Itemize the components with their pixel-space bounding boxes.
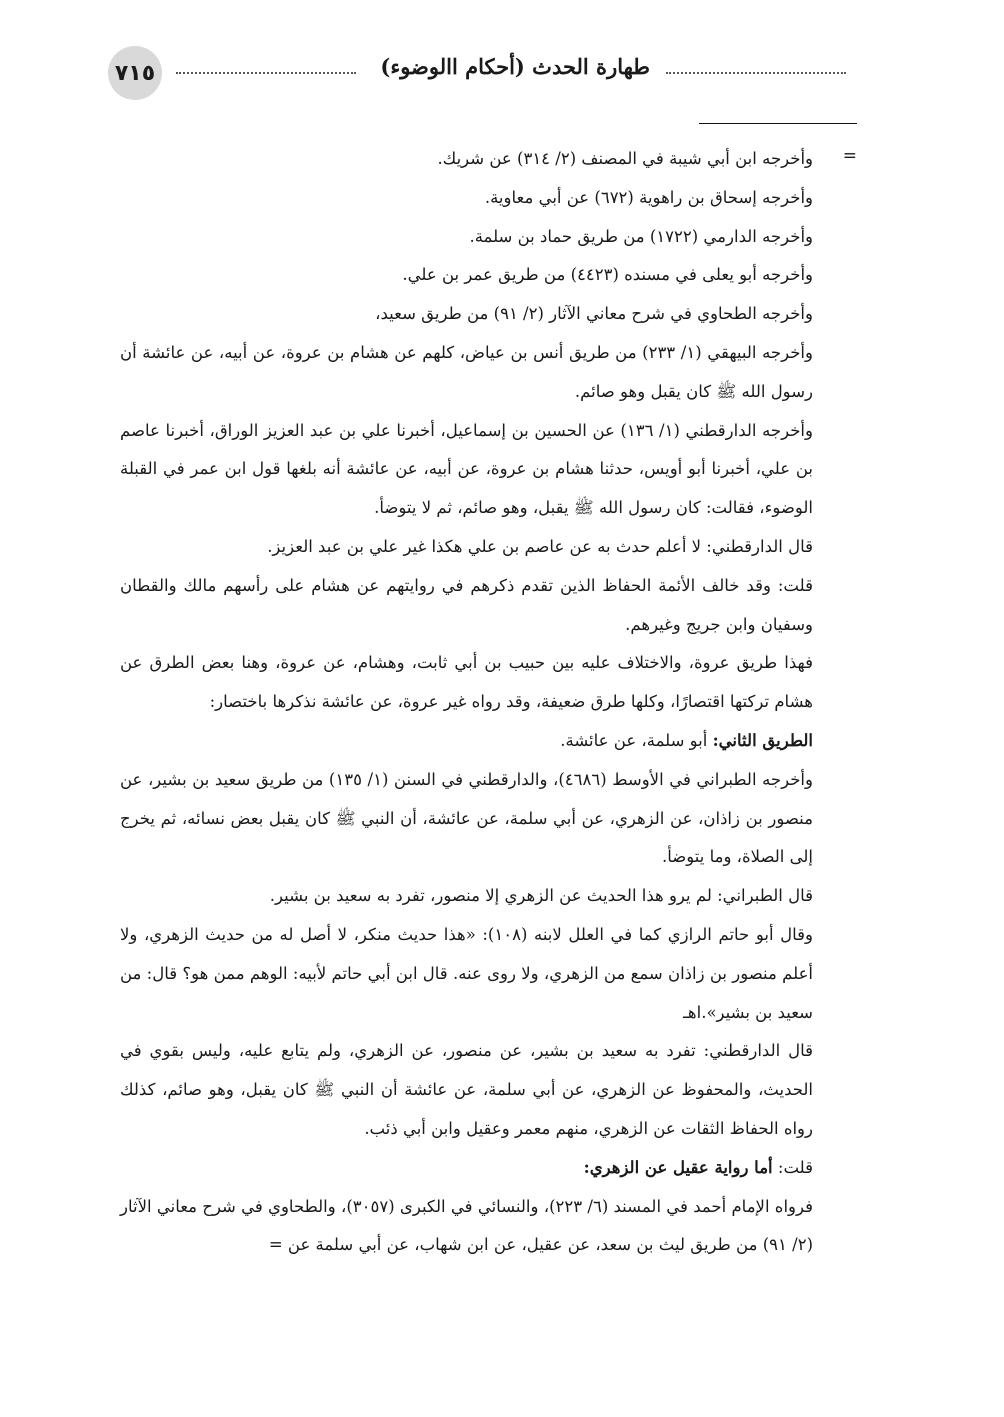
- continuation-mark: =: [842, 146, 857, 166]
- section-two-paragraph: [120, 722, 813, 761]
- aqil-heading-paragraph: [120, 1149, 813, 1188]
- paragraph: وأخرجه الطحاوي في شرح معاني الآثار (٢/ ٩١) من طريق سعيد،: [375, 304, 813, 324]
- section-two-text: أبو سلمة، عن عائشة.: [560, 730, 713, 750]
- header-title: طهارة الحدث (أحكام االوضوء): [380, 54, 650, 79]
- paragraph: وأخرجه إسحاق بن راهوية (٦٧٢) عن أبي معاوية.: [484, 187, 813, 207]
- paragraph: فرواه الإمام أحمد في المسند (٦/ ٢٢٣)، والنسائي في الكبرى (٣٠٥٧)، والطحاوي في شرح معاني الآثار (٢/ ٩١) من طريق ليث بن سعد، عن عقيل، عن ابن شهاب، عن أبي سلمة عن =: [120, 1196, 813, 1255]
- header-dots-right: [666, 72, 846, 74]
- paragraph: قلت: وقد خالف الأئمة الحفاظ الذين تقدم ذكرهم في روايتهم عن هشام على رأسهم مالك والقطان وسفيان وابن جريج وغيرهم.: [120, 575, 813, 634]
- running-header: [108, 44, 848, 100]
- page-number: ٧١٥: [108, 46, 162, 100]
- header-dots-left: [176, 72, 356, 74]
- paragraph: وأخرجه البيهقي (١/ ٢٣٣) من طريق أنس بن عياض، كلهم عن هشام بن عروة، عن أبيه، عن عائشة أن رسول الله ﷺ كان يقبل وهو صائم.: [120, 342, 813, 401]
- paragraph: وأخرجه الدارقطني (١/ ١٣٦) عن الحسين بن إسماعيل، أخبرنا علي بن عبد العزيز الوراق، أخبرنا عاصم بن علي، أخبرنا أبو أويس، حدثنا هشام بن عروة، عن أبيه، عن عائشة أنه بلغها قول ابن عمر في القبلة الوضوء، فقالت: كان رسول الله ﷺ يقبل، وهو صائم، ثم لا يتوضأ.: [120, 420, 813, 518]
- footnote-body: [120, 140, 813, 1265]
- aqil-heading-prefix: قلت:: [772, 1157, 813, 1177]
- paragraph: فهذا طريق عروة، والاختلاف عليه بين حبيب بن أبي ثابت، وهشام، عن عروة، وهنا بعض الطرق عن هشام تركتها اقتصارًا، وكلها طرق ضعيفة، وقد رواه غير عروة، عن عائشة نذكرها باختصار:: [120, 653, 813, 712]
- paragraph: وقال أبو حاتم الرازي كما في العلل لابنه (١٠٨): «هذا حديث منكر، لا أصل له من حديث الزهري، ولا أعلم منصور بن زاذان سمع من الزهري، ولا روى عنه. قال ابن أبي حاتم لأبيه: الوهم ممن هو؟ قال: من سعيد بن بشير».اهـ: [120, 924, 813, 1022]
- aqil-heading-label: أما رواية عقيل عن الزهري:: [583, 1157, 773, 1177]
- paragraph: قال الدارقطني: تفرد به سعيد بن بشير، عن منصور، عن الزهري، ولم يتابع عليه، وليس بقوي في الحديث، والمحفوظ عن الزهري، عن أبي سلمة، عن عائشة أن النبي ﷺ كان يقبل، وهو صائم، كذلك رواه الحفاظ الثقات عن الزهري، منهم معمر وعقيل وابن أبي ذئب.: [120, 1041, 813, 1138]
- paragraph: وأخرجه الدارمي (١٧٢٢) من طريق حماد بن سلمة.: [469, 226, 813, 246]
- footnote-rule: [699, 123, 857, 124]
- paragraph: قال الدارقطني: لا أعلم حدث به عن عاصم بن علي هكذا غير علي بن عبد العزيز.: [267, 536, 813, 556]
- paragraph: وأخرجه أبو يعلى في مسنده (٤٤٢٣) من طريق عمر بن علي.: [402, 265, 813, 285]
- paragraph: وأخرجه ابن أبي شيبة في المصنف (٢/ ٣١٤) عن شريك.: [437, 149, 813, 168]
- section-two-label: الطريق الثاني:: [712, 730, 813, 750]
- paragraph: قال الطبراني: لم يرو هذا الحديث عن الزهري إلا منصور، تفرد به سعيد بن بشير.: [269, 886, 813, 906]
- paragraph: وأخرجه الطبراني في الأوسط (٤٦٨٦)، والدارقطني في السنن (١/ ١٣٥) من طريق سعيد بن بشير، عن منصور بن زاذان، عن الزهري، عن أبي سلمة، عن عائشة، أن النبي ﷺ كان يقبل بعض نسائه، ثم يخرج إلى الصلاة، وما يتوضأ.: [120, 769, 813, 867]
